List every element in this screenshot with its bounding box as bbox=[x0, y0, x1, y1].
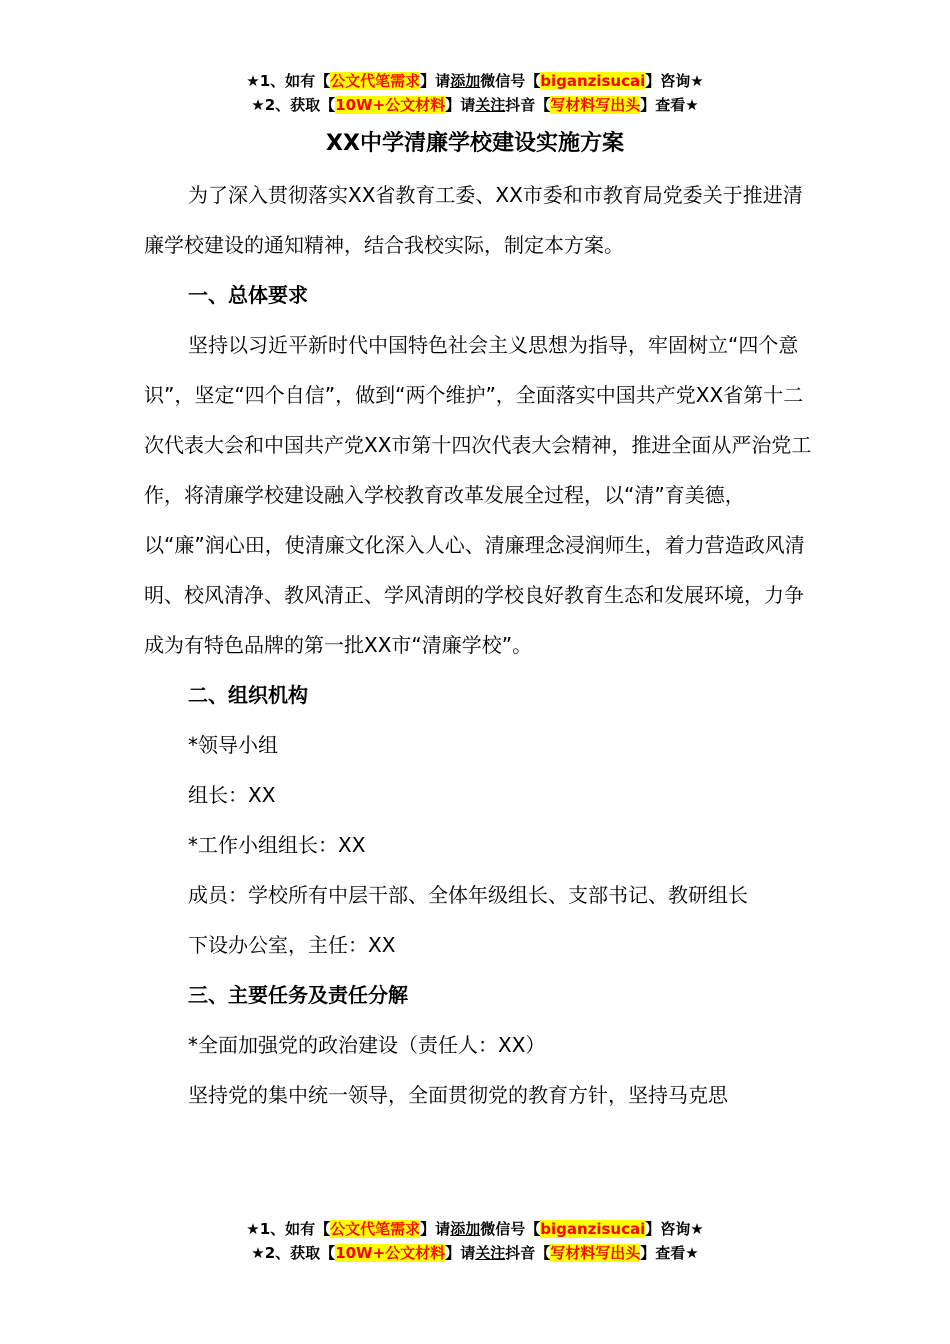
requirements-paragraph: 坚持以习近平新时代中国特色社会主义思想为指导，牢固树立“四个意识”，坚定“四个自信”，做到“两个维护”，全面落实中国共产党XX省第十二次代表大会和中国共产党XX市第十四次代表大会精神，推进全面从严治党工作，将清廉学校建设融入学校教育改革发展全过程，以“清”育美德，以“廉”润心田，使清廉文化深入人心、清廉理念浸润师生，着力营造政风清明、校风清净、教风清正、学风清朗的学校良好教育生态和发展环境，力争成为有特色品牌的第一批XX市“清廉学校”。 bbox=[144, 333, 812, 657]
task-1-text: 坚持党的集中统一领导，全面贯彻党的教育方针，坚持马克思 bbox=[188, 1083, 728, 1107]
leading-group: *领导小组 bbox=[188, 733, 278, 757]
section-heading-2: 二、组织机构 bbox=[188, 683, 308, 707]
footer-ad-line-2: ★2、获取【10W+公文材料】请关注抖音【写材料写出头】查看★ bbox=[251, 1244, 699, 1262]
office-director: 下设办公室，主任：XX bbox=[188, 933, 396, 957]
highlight-materials: 10W+公文材料 bbox=[335, 1244, 446, 1262]
header-ad-line-2: ★2、获取【10W+公文材料】请关注抖音【写材料写出头】查看★ bbox=[251, 96, 699, 114]
highlight-wechat-id: biganzisucai bbox=[540, 72, 646, 90]
group-leader: 组长：XX bbox=[188, 783, 276, 807]
section-heading-1: 一、总体要求 bbox=[188, 283, 308, 307]
highlight-service: 公文代笔需求 bbox=[330, 1220, 421, 1238]
header-ad-line-1: ★1、如有【公文代笔需求】请添加微信号【biganzisucai】咨询★ bbox=[246, 72, 704, 90]
highlight-service: 公文代笔需求 bbox=[330, 72, 421, 90]
highlight-wechat-id: biganzisucai bbox=[540, 1220, 646, 1238]
footer-ad-line-1: ★1、如有【公文代笔需求】请添加微信号【biganzisucai】咨询★ bbox=[246, 1220, 704, 1238]
highlight-douyin: 写材料写出头 bbox=[550, 1244, 641, 1262]
highlight-materials: 10W+公文材料 bbox=[335, 96, 446, 114]
section-heading-3: 三、主要任务及责任分解 bbox=[188, 983, 408, 1007]
document-body bbox=[144, 170, 812, 1120]
document-title: XX中学清廉学校建设实施方案 bbox=[326, 131, 624, 156]
members: 成员：学校所有中层干部、全体年级组长、支部书记、教研组长 bbox=[188, 883, 748, 907]
highlight-douyin: 写材料写出头 bbox=[550, 96, 641, 114]
intro-paragraph: 为了深入贯彻落实XX省教育工委、XX市委和市教育局党委关于推进清廉学校建设的通知精神，结合我校实际，制定本方案。 bbox=[144, 183, 803, 257]
work-group-leader: *工作小组组长：XX bbox=[188, 833, 366, 857]
task-1: *全面加强党的政治建设（责任人：XX） bbox=[188, 1033, 546, 1057]
